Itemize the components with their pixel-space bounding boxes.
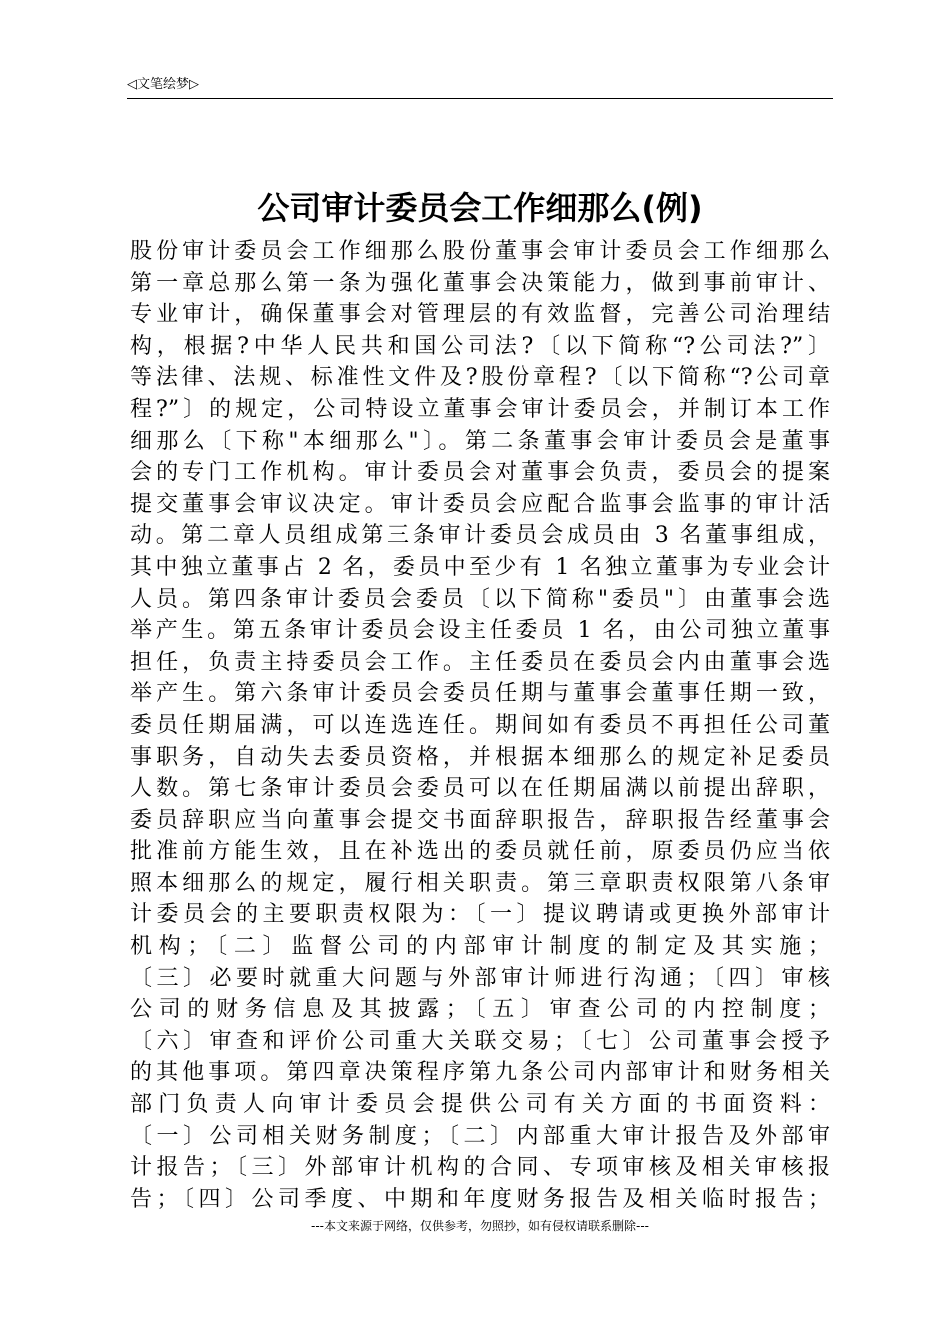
body-line: 机构；〔二〕监督公司的内部审计制度的制定及其实施； [130, 934, 830, 960]
body-line: 公司的财务信息及其披露；〔五〕审查公司的内控制度； [130, 997, 830, 1023]
body-line: 举产生。第六条审计委员会委员任期与董事会董事任期一致， [130, 681, 830, 707]
body-line: 提交董事会审议决定。审计委员会应配合监事会监事的审计活 [130, 491, 830, 517]
body-line: 专业审计，确保董事会对管理层的有效监督，完善公司治理结 [130, 302, 830, 328]
body-line: 批准前方能生效，且在补选出的委员就任前，原委员仍应当依 [130, 839, 830, 865]
body-line: 其中独立董事占 2 名，委员中至少有 1 名独立董事为专业会计 [130, 554, 830, 580]
body-line: 照本细那么的规定，履行相关职责。第三章职责权限第八条审 [130, 870, 830, 896]
body-line: 委员辞职应当向董事会提交书面辞职报告，辞职报告经董事会 [130, 807, 830, 833]
body-line: 等法律、法规、标准性文件及?股份章程?〔以下简称“?公司章 [130, 365, 830, 391]
body-line: 〔三〕必要时就重大问题与外部审计师进行沟通；〔四〕审核 [130, 965, 830, 991]
body-line: 举产生。第五条审计委员会设主任委员 1 名，由公司独立董事 [130, 618, 830, 644]
body-line: 程?”〕的规定，公司特设立董事会审计委员会，并制订本工作 [130, 396, 830, 422]
body-line: 人数。第七条审计委员会委员可以在任期届满以前提出辞职， [130, 776, 830, 802]
body-line: 细那么〔下称"本细那么"〕。第二条董事会审计委员会是董事 [130, 428, 830, 454]
body-line: 构，根据?中华人民共和国公司法?〔以下简称“?公司法?”〕 [130, 333, 830, 359]
page-footer: ---本文来源于网络，仅供参考，勿照抄，如有侵权请联系删除--- [311, 1219, 649, 1233]
body-line: 担任，负责主持委员会工作。主任委员在委员会内由董事会选 [130, 649, 830, 675]
body-line: 委员任期届满，可以连选连任。期间如有委员不再担任公司董 [130, 712, 830, 738]
body-line: 计报告；〔三〕外部审计机构的合同、专项审核及相关审核报 [130, 1155, 830, 1181]
body-line: 会的专门工作机构。审计委员会对董事会负责，委员会的提案 [130, 460, 830, 486]
body-line: 部门负责人向审计委员会提供公司有关方面的书面资料： [130, 1092, 830, 1118]
body-line: 第一章总那么第一条为强化董事会决策能力，做到事前审计、 [130, 270, 830, 296]
document-body [130, 236, 830, 1215]
body-line: 事职务，自动失去委员资格，并根据本细那么的规定补足委员 [130, 744, 830, 770]
body-line: 告；〔四〕公司季度、中期和年度财务报告及相关临时报告； [130, 1186, 830, 1212]
header-text: ◁文笔绘梦▷ [127, 77, 199, 92]
body-line: 的其他事项。第四章决策程序第九条公司内部审计和财务相关 [130, 1060, 830, 1086]
body-line: 〔一〕公司相关财务制度；〔二〕内部重大审计报告及外部审 [130, 1123, 830, 1149]
body-line: 计委员会的主要职责权限为：〔一〕提议聘请或更换外部审计 [130, 902, 830, 928]
body-line: 〔六〕审查和评价公司重大关联交易；〔七〕公司董事会授予 [130, 1028, 830, 1054]
body-line: 动。第二章人员组成第三条审计委员会成员由 3 名董事组成， [130, 523, 830, 549]
document-title: 公司审计委员会工作细那么(例) [257, 189, 703, 227]
page-header [127, 76, 833, 99]
body-line: 人员。第四条审计委员会委员〔以下简称"委员"〕由董事会选 [130, 586, 830, 612]
body-line: 股份审计委员会工作细那么股份董事会审计委员会工作细那么 [130, 239, 830, 264]
